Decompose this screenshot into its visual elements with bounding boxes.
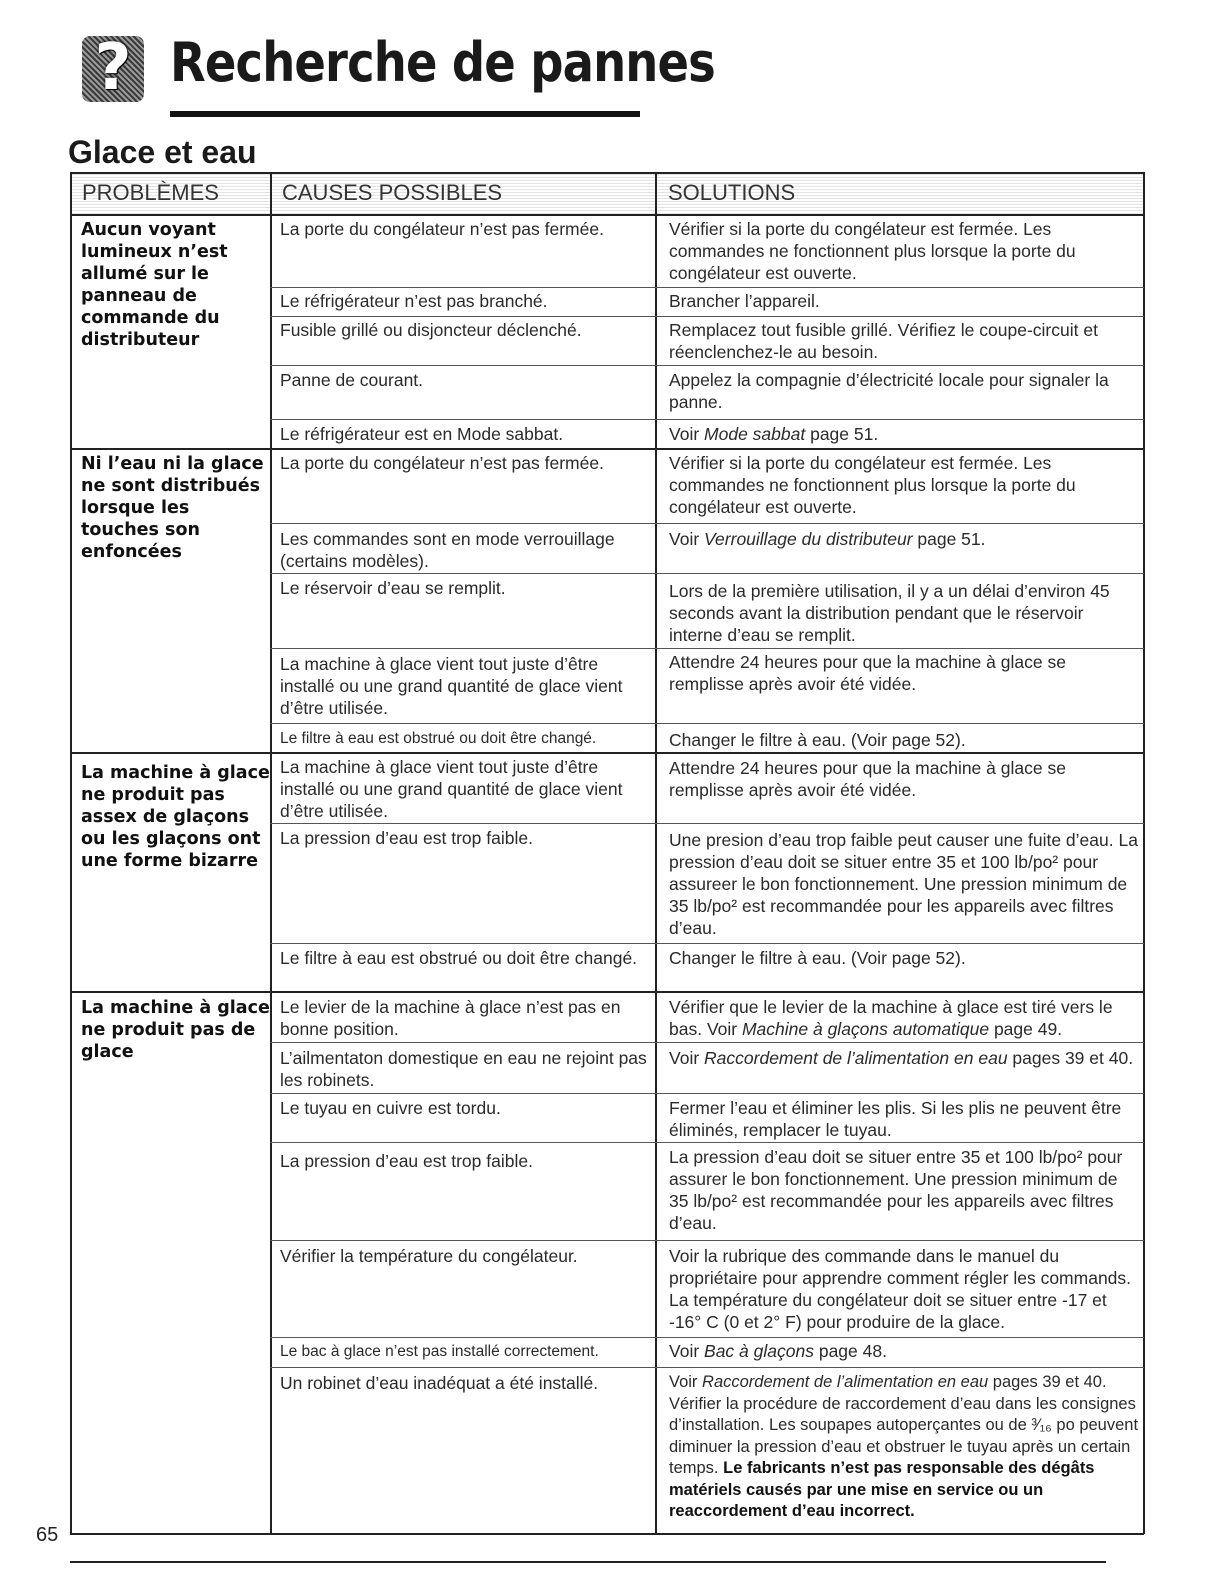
row-divider (270, 573, 1144, 574)
manual-reference: Raccordement de l’alimentation en eau (704, 1048, 1008, 1068)
cause-cell: La pression d’eau est trop faible. (280, 828, 533, 848)
solution-cell: Voir Mode sabbat page 51. (669, 424, 879, 444)
cause-cell: La pression d’eau est trop faible. (280, 1151, 533, 1171)
cause-cell: Le réservoir d’eau se remplit. (280, 578, 506, 598)
manual-reference: Machine à glaçons automatique (741, 1019, 990, 1039)
solution-cell: Vérifier si la porte du congélateur est fermée. Les commandes ne fonctionnent plus lorsque la porte du congélateur est ouverte. (669, 453, 1076, 517)
solution-cell: Vérifier que le levier de la machine à glace est tiré vers le bas. Voir Machine à glaçons automatique page 49. (669, 997, 1113, 1039)
row-divider (270, 943, 1144, 944)
manual-reference: Raccordement de l’alimentation en eau (702, 1373, 989, 1391)
footer-rule (70, 1561, 1106, 1563)
group-divider (70, 991, 1144, 993)
manual-reference: Mode sabbat (704, 424, 806, 444)
cause-cell: La porte du congélateur n’est pas fermée. (280, 219, 604, 239)
solution-cell: Voir Verrouillage du distributeur page 51. (669, 529, 986, 549)
row-divider (270, 1042, 1144, 1043)
cause-cell: Le réfrigérateur est en Mode sabbat. (280, 424, 564, 444)
column-divider-right (1143, 172, 1145, 1534)
header-problems: PROBLÈMES (82, 180, 219, 205)
section-title: Glace et eau (68, 134, 257, 170)
cause-cell: La machine à glace vient tout juste d’être installé ou une grand quantité de glace vient d’être utilisée. (280, 654, 623, 718)
solution-cell: Une presion d’eau trop faible peut causer une fuite d’eau. La pression d’eau doit se situer entre 35 et 100 lb/po² pour assureer le bon fonctionnement. Une pression minimum de 35 lb/po² est recommandée pour les appareils avec filtres d’eau. (669, 830, 1138, 938)
liability-disclaimer: Le fabricants n’est pas responsable des dégâts matériels causés par une mise en service ou un reaccordement d’eau incorrect. (669, 1459, 1095, 1520)
group-divider (70, 752, 1144, 754)
row-divider (270, 1240, 1144, 1241)
column-divider-causes (655, 172, 657, 1534)
solution-cell: Voir la rubrique des commande dans le manuel du propriétaire pour apprendre comment régler les commands. La température du congélateur doit se situer entre -17 et -16° C (0 et 2° F) pour produire de la glace. (669, 1246, 1132, 1332)
cause-cell: Fusible grillé ou disjoncteur déclenché. (280, 320, 582, 340)
solution-cell: Changer le filtre à eau. (Voir page 52). (669, 730, 966, 750)
solution-cell: La pression d’eau doit se situer entre 35 et 100 lb/po² pour assurer le bon fonctionnement. Une pression minimum de 35 lb/po² est recommandée pour les appareils avec filtres d’eau. (669, 1147, 1123, 1233)
group-divider (70, 448, 1144, 450)
row-divider (270, 419, 1144, 420)
cause-cell: Panne de courant. (280, 370, 424, 390)
cause-cell: Le bac à glace n’est pas installé correctement. (280, 1343, 599, 1360)
cause-cell: Le filtre à eau est obstrué ou doit être changé. (280, 730, 597, 747)
header-solutions: SOLUTIONS (668, 180, 796, 205)
solution-cell: Changer le filtre à eau. (Voir page 52). (669, 948, 966, 968)
problem-no-ice: La machine à glace ne produit pas de glace (81, 998, 270, 1062)
problem-few-ice-cubes: La machine à glace ne produit pas assex de glaçons ou les glaçons ont une forme bizarre (81, 763, 270, 871)
row-divider (270, 523, 1144, 524)
problem-no-light: Aucun voyant lumineux n’est allumé sur le panneau de commande du distributeur (81, 220, 228, 350)
manual-reference: Verrouillage du distributeur (704, 529, 913, 549)
solution-cell: Lors de la première utilisation, il y a un délai d’environ 45 seconds avant la distribution pendant que le réservoir interne d’eau se remplit. (669, 581, 1110, 645)
solution-cell: Voir Raccordement de l’alimentation en eau pages 39 et 40. (669, 1048, 1134, 1068)
row-divider (270, 316, 1144, 317)
row-divider (270, 648, 1144, 649)
cause-cell: Le tuyau en cuivre est tordu. (280, 1098, 501, 1118)
cause-cell: Les commandes sont en mode verrouillage (certains modèles). (280, 529, 615, 571)
cause-cell: L’ailmentaton domestique en eau ne rejoint pas les robinets. (280, 1048, 647, 1090)
cause-cell: La porte du congélateur n’est pas fermée. (280, 453, 604, 473)
solution-cell: Fermer l’eau et éliminer les plis. Si les plis ne peuvent être éliminés, remplacer le tuyau. (669, 1098, 1122, 1140)
table-bottom-border (70, 1533, 1144, 1535)
row-divider (270, 365, 1144, 366)
solution-cell: Attendre 24 heures pour que la machine à glace se remplisse après avoir été vidée. (669, 652, 1066, 694)
page-title: Recherche de pannes (170, 31, 715, 94)
cause-cell: Le filtre à eau est obstrué ou doit être changé. (280, 948, 638, 968)
row-divider (270, 1093, 1144, 1094)
cause-cell: La machine à glace vient tout juste d’être installé ou une grand quantité de glace vient d’être utilisée. (280, 757, 623, 821)
cause-cell: Le réfrigérateur n’est pas branché. (280, 291, 548, 311)
row-divider (270, 1367, 1144, 1368)
problem-nothing-dispensed: Ni l’eau ni la glace ne sont distribués lorsque les touches son enfoncées (81, 454, 264, 562)
row-divider (270, 1337, 1144, 1338)
header-causes: CAUSES POSSIBLES (282, 180, 503, 205)
row-divider (270, 287, 1144, 288)
solution-cell: Voir Raccordement de l’alimentation en eau pages 39 et 40. Vérifier la procédure de raccordement d’eau dans les consignes d’installation. Les soupapes autoperçantes ou de ³⁄₁₆ po peuvent diminuer la pression d’eau et obstruer le tuyau après un certain temps. Le fabricants n’est pas responsable des dégâts matériels causés par une mise en service ou un reaccordement d’eau incorrect. (669, 1373, 1139, 1520)
row-divider (270, 723, 1144, 724)
solution-cell: Voir Bac à glaçons page 48. (669, 1341, 887, 1361)
cause-cell: Un robinet d’eau inadéquat a été installé. (280, 1373, 599, 1393)
solution-cell: Remplacez tout fusible grillé. Vérifiez le coupe-circuit et réenclenchez-le au besoin. (669, 320, 1098, 362)
solution-cell: Appelez la compagnie d’électricité locale pour signaler la panne. (669, 370, 1109, 412)
table-header (70, 172, 1144, 216)
cause-cell: Le levier de la machine à glace n’est pas en bonne position. (280, 997, 621, 1039)
column-divider-left (70, 172, 72, 1534)
question-mark-icon (82, 31, 144, 105)
row-divider (270, 823, 1144, 824)
manual-reference: Bac à glaçons (704, 1341, 814, 1361)
title-underline (170, 111, 640, 117)
question-mark-glyph: ? (94, 31, 132, 105)
cause-cell: Vérifier la température du congélateur. (280, 1246, 578, 1266)
solution-cell: Attendre 24 heures pour que la machine à glace se remplisse après avoir été vidée. (669, 758, 1066, 800)
page-number: 65 (36, 1524, 59, 1546)
solution-cell: Vérifier si la porte du congélateur est fermée. Les commandes ne fonctionnent plus lorsque la porte du congélateur est ouverte. (669, 219, 1076, 283)
solution-cell: Brancher l’appareil. (669, 291, 820, 311)
row-divider (270, 1142, 1144, 1143)
